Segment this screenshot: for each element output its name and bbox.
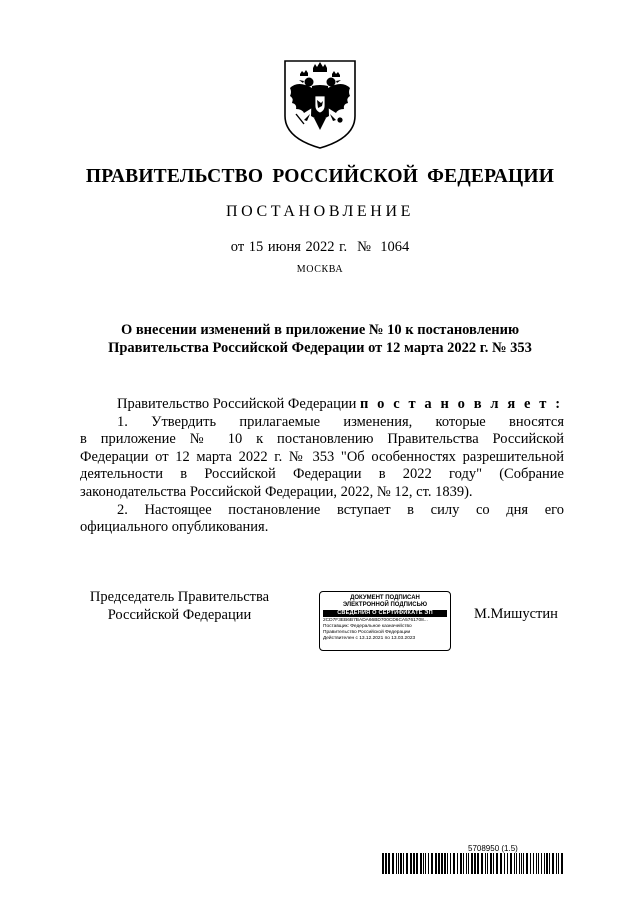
barcode-bar [504,853,505,874]
signer-position-line-2: Российской Федерации [107,606,252,623]
barcode-bar [523,853,524,874]
barcode-bar [423,853,424,874]
document-city: МОСКВА [296,264,344,275]
barcode-bar [526,853,528,874]
barcode-bar [541,853,542,874]
document-body [80,396,564,537]
barcode-bar [521,853,522,874]
item1-line: деятельности в Российской Федерации в 2022 году" (Собрание [80,466,564,483]
barcode-bar [385,853,387,874]
subject-line-2: Правительства Российской Федерации от 12 марта 2022 г. № 353 [108,340,532,356]
barcode-bar [406,853,408,874]
barcode-icon [382,853,564,874]
barcode-bar [392,853,394,874]
document-type: ПОСТАНОВЛЕНИЕ [226,203,414,220]
document-subject [80,321,560,357]
item2-line: 2. Настоящее постановление вступает в силу со дня его [117,501,564,518]
number-sign: № [357,239,371,255]
barcode-bar [544,853,545,874]
barcode-bar [438,853,440,874]
barcode-bar [546,853,548,874]
barcode-bar [431,853,433,874]
barcode-bar [416,853,418,874]
barcode-bar [510,853,512,874]
stamp-certificate-id: 2CD7F3EB6B7BADA66BD700CD6CA5761708... [323,618,428,623]
barcode-bar [485,853,486,874]
barcode-bar [552,853,554,874]
stamp-validity: Действителен с 13.12.2021 по 13.03.2023 [323,636,416,641]
subject-line-1: О внесении изменений в приложение № 10 к постановлению [120,322,520,338]
barcode-bar [428,853,429,874]
barcode-bar [536,853,537,874]
document-date: от 15 июня 2022 г. [230,239,348,255]
barcode-bar [487,853,488,874]
barcode-bar [466,853,467,874]
stamp-issuer-line-2: Правительство Российской Федерации [323,630,411,635]
barcode-bar [441,853,443,874]
barcode-bar [410,853,412,874]
barcode-bar [500,853,502,874]
signer-position-line-1: Председатель Правительства [89,589,270,605]
item1-line: законодательства Российской Федерации, 2022, № 12, ст. 1839). [80,483,473,500]
preamble [80,396,564,414]
stamp-issuer-line-1: Поставщик: Федеральное казначейство [323,624,412,629]
barcode-bar [474,853,476,874]
barcode-bar [490,853,492,874]
barcode-bar [403,853,404,874]
barcode-bar [425,853,426,874]
item2-line: официального опубликования. [80,519,269,536]
signer-position [72,589,287,624]
item1-line: 1. Утвердить прилагаемые изменения, которые вносятся [117,413,564,430]
stamp-certificate-header: СВЕДЕНИЯ О СЕРТИФИКАТЕ ЭП [323,610,447,617]
barcode-bar [507,853,508,874]
barcode-bar [447,853,448,874]
barcode-bar [400,853,402,874]
barcode-bar [477,853,479,874]
barcode-bar [413,853,415,874]
paragraph-item-1 [80,414,564,502]
barcode-bar [471,853,473,874]
barcode-bar [558,853,559,874]
barcode-bar [396,853,397,874]
barcode-bar [533,853,534,874]
barcode-bar [549,853,550,874]
barcode-bar [388,853,390,874]
electronic-signature-stamp [319,591,451,651]
item1-line: в приложение № 10 к постановлению Правительства Российской [80,431,564,448]
barcode-bar [420,853,422,874]
barcode-bar [460,853,462,874]
barcode-id: 5708950 (1.5) [468,844,518,853]
barcode-bar [530,853,531,874]
barcode-bar [538,853,539,874]
barcode-bar [556,853,557,874]
barcode-bar [382,853,384,874]
stamp-title-line-2: ЭЛЕКТРОННОЙ ПОДПИСЬЮ [342,602,428,608]
barcode-bar [435,853,437,874]
barcode-bar [514,853,515,874]
barcode-bar [457,853,458,874]
document-number: 1064 [380,239,410,255]
barcode-bar [493,853,494,874]
barcode-bar [519,853,520,874]
stamp-title-line-1: ДОКУМЕНТ ПОДПИСАН [350,595,420,601]
item1-line: Федерации от 12 марта 2022 г. № 353 "Об особенностях разрешительной [80,448,564,465]
barcode-bar [481,853,483,874]
government-title: ПРАВИТЕЛЬСТВО РОССИЙСКОЙ ФЕДЕРАЦИИ [85,166,555,187]
barcode-bar [398,853,399,874]
barcode-bar [468,853,469,874]
barcode-bar [463,853,464,874]
barcode-bar [453,853,455,874]
document-date-line [0,239,640,256]
double-headed-eagle-coat-of-arms-icon [282,58,358,150]
preamble-decree: п о с т а н о в л я е т : [359,396,563,412]
barcode-bar [561,853,563,874]
barcode-bar [516,853,517,874]
barcode-bar [444,853,446,874]
paragraph-item-2 [80,502,564,537]
preamble-text: Правительство Российской Федерации [117,396,360,412]
barcode-bar [450,853,451,874]
barcode-bar [496,853,498,874]
signer-name: М.Мишустин [474,606,558,622]
